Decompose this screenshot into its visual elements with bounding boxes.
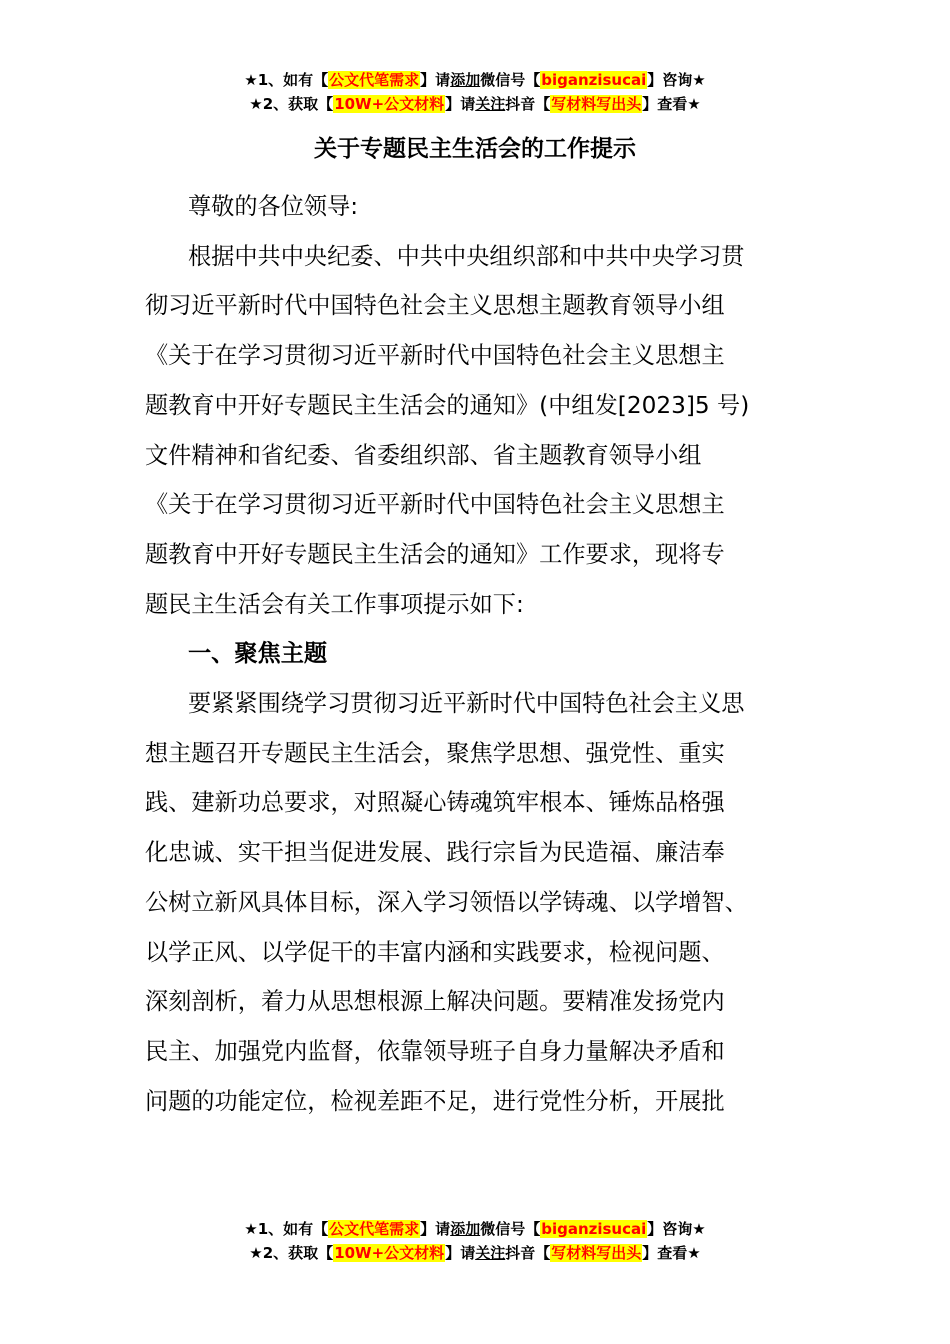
promo-header [0,68,950,116]
document-title: 关于专题民主生活会的工作提示 [314,136,636,162]
promo-text: ★1、如有【 [244,71,329,89]
text-line: 深刻剖析，着力从思想根源上解决问题。要精准发扬党内 [145,988,725,1016]
text-line: 彻习近平新时代中国特色社会主义思想主题教育领导小组 [145,292,725,320]
text-line: 化忠诚、实干担当促进发展、践行宗旨为民造福、廉洁奉 [145,839,725,867]
promo-line-1 [0,68,950,92]
promo-text: 微信号【 [480,1220,541,1238]
text-line: 践、建新功总要求，对照凝心铸魂筑牢根本、锤炼品格强 [145,789,725,817]
salutation: 尊敬的各位领导: [188,193,359,220]
promo-text: 】请 [420,1220,451,1238]
promo-underline-follow: 关注 [475,1244,506,1262]
promo-highlight-service: 公文代笔需求 [329,1220,420,1238]
promo-text: ★2、获取【 [249,95,334,113]
promo-text: 微信号【 [480,71,541,89]
promo-highlight-douyin: 写材料写出头 [551,95,642,113]
promo-highlight-materials: 10W+公文材料 [334,1244,445,1262]
promo-line-2 [0,92,950,116]
promo-line-2 [0,1241,950,1265]
promo-text: 】查看★ [642,1244,701,1262]
text-line: 要紧紧围绕学习贯彻习近平新时代中国特色社会主义思 [188,690,745,718]
promo-text: 抖音【 [505,95,551,113]
promo-highlight-materials: 10W+公文材料 [334,95,445,113]
promo-footer [0,1217,950,1265]
promo-text: 】请 [420,71,451,89]
promo-text: ★1、如有【 [244,1220,329,1238]
promo-text: 】查看★ [642,95,701,113]
text-line: 文件精神和省纪委、省委组织部、省主题教育领导小组 [145,441,702,469]
promo-underline-follow: 关注 [475,95,506,113]
text-line: 公树立新风具体目标，深入学习领悟以学铸魂、以学增智、 [145,888,748,916]
text-line: 根据中共中央纪委、中共中央组织部和中共中央学习贯 [188,242,745,270]
section-heading-1: 一、聚焦主题 [188,640,328,668]
promo-text: ★2、获取【 [249,1244,334,1262]
promo-text: 】咨询★ [647,71,706,89]
promo-highlight-service: 公文代笔需求 [329,71,420,89]
promo-text: 】咨询★ [647,1220,706,1238]
promo-text: 】请 [445,95,476,113]
promo-text: 抖音【 [505,1244,551,1262]
promo-text: 】请 [445,1244,476,1262]
text-line: 题教育中开好专题民主生活会的通知》工作要求，现将专 [145,540,725,568]
text-line: 《关于在学习贯彻习近平新时代中国特色社会主义思想主 [145,342,725,370]
text-line: 想主题召开专题民主生活会，聚焦学思想、强党性、重实 [145,739,725,767]
text-line: 民主、加强党内监督，依靠领导班子自身力量解决矛盾和 [145,1037,725,1065]
promo-line-1 [0,1217,950,1241]
promo-underline-add: 添加 [450,1220,481,1238]
text-line: 问题的功能定位，检视差距不足，进行党性分析，开展批 [145,1087,725,1115]
promo-highlight-wechat-id: biganzisucai [541,71,647,89]
promo-highlight-wechat-id: biganzisucai [541,1220,647,1238]
text-line: 《关于在学习贯彻习近平新时代中国特色社会主义思想主 [145,491,725,519]
promo-underline-add: 添加 [450,71,481,89]
promo-highlight-douyin: 写材料写出头 [551,1244,642,1262]
paragraph-1 [145,232,825,630]
paragraph-2 [145,679,825,1126]
text-line: 题民主生活会有关工作事项提示如下: [145,590,524,618]
text-line: 题教育中开好专题民主生活会的通知》(中组发[2023]5 号) [145,391,750,419]
text-line: 以学正风、以学促干的丰富内涵和实践要求，检视问题、 [145,938,725,966]
document-body [145,182,825,1126]
